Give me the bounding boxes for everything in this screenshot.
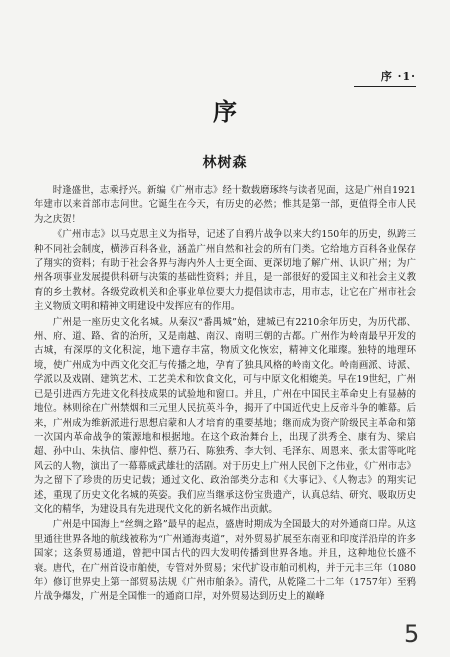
- author-name: 林树森: [202, 155, 248, 171]
- paragraph: 时逢盛世，志乘抒兴。新编《广州市志》经十数载磨琢终与读者见面，这是广州自1921年建市以来首部市志问世。它诞生在今天，有历史的必然；惟其是第一部，更值得全市人民为之庆贺！: [34, 185, 416, 225]
- body-text: [34, 184, 416, 605]
- page-title: 序: [213, 97, 237, 126]
- paragraph: 《广州市志》以马克思主义为指导，记述了自鸦片战争以来大约150年的历史，纵跨三种不同社会制度，横涉百科各业，涵盖广州自然和社会的所有门类。它给地方百科各业保存了翔实的资料；有助于社会各界与海内外人士更全面、更深切地了解广州、认识广州；为广州各项事业发展提供科研与决策的基础性资料；并且，是一部很好的爱国主义和社会主义教育的乡土教材。各级党政机关和企事业单位要大力提倡读市志，用市志，让它在广州市社会主义物质文明和精神文明建设中发挥应有的作用。: [34, 229, 416, 313]
- paragraph: 广州是一座历史文化名城。从秦汉“番禺城”始，建城已有2210余年历史，为历代郡、州、府、道、路、省的治所，又是南越、南汉、南明三朝的古都。广州作为岭南最早开发的古城，有深厚的文化积淀，地下遗存丰富，物质文化恢宏，精神文化璀璨。独特的地理环境，使广州成为中西文化交汇与传播之地，孕育了独具风格的岭南文化。岭南画派、诗派、学派以及戏剧、建筑艺术、工艺美术和饮食文化，可与中原文化相媲美。早在19世纪，广州已是引进西方先进文化科技成果的试验地和窗口。并且，广州在中国民主革命史上有显赫的地位。林则徐在广州禁烟和三元里人民抗英斗争，揭开了中国近代史上反帝斗争的帷幕。后来，广州成为维新派进行思想启蒙和人才培育的重要基地；继而成为资产阶级民主革命和第一次国内革命战争的策源地和根据地。在这个政治舞台上，出现了洪秀全、康有为、梁启超、孙中山、朱执信、廖仲恺、蔡乃石、陈独秀、李大钊、毛泽东、周恩来、张太雷等叱咤风云的人物，演出了一幕幕威武雄壮的活剧。对于历史上广州人民创下之伟业，《广州市志》为之留下了珍贵的历史记载；通过文化、政治部类分志和《大事记》、《人物志》的翔实记述，重现了历史文化名城的英姿。我们应当继承这份宝贵遗产，认真总结、研究、吸取历史文化的精华，为建设具有先进现代文化的新名城作出贡献。: [34, 316, 416, 515]
- paragraph: 广州是中国海上“丝绸之路”最早的起点，盛唐时期成为全国最大的对外通商口岸。从这里通往世界各地的航线被称为“广州通海夷道”，对外贸易扩展至东南亚和印度洋沿岸的许多国家；这条贸易通道，曾把中国古代的四大发明传播到世界各地。并且，这种地位长盛不衰。唐代，在广州首设市舶使，专管对外贸易；宋代扩设市舶司机构，并于元丰三年（1080年）修订世界史上第一部贸易法规《广州市舶条》。清代，从乾隆二十二年（1757年）至鸦片战争爆发，广州是全国惟一的通商口岸，对外贸易达到历史上的巅峰: [34, 519, 416, 603]
- handwritten-page-mark: 5: [404, 620, 420, 648]
- running-head: 序 ·1·: [354, 68, 416, 87]
